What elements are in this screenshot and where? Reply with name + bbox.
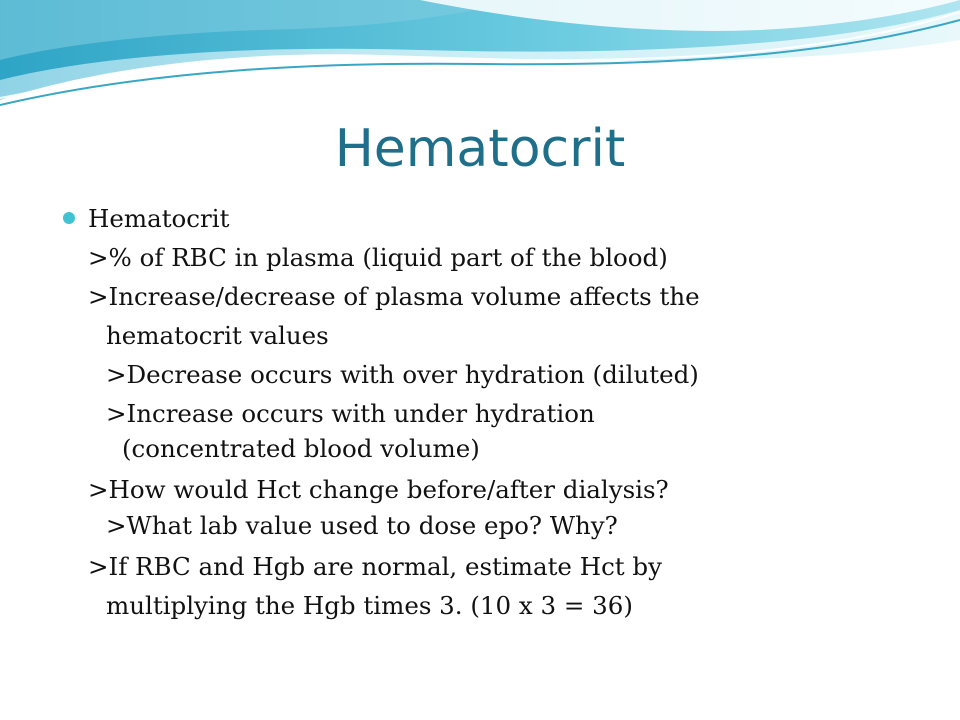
bullet-line: >What lab value used to dose epo? Why? bbox=[106, 511, 618, 540]
bullet-heading: Hematocrit bbox=[88, 204, 230, 233]
bullet-line: >Increase occurs with under hydration bbox=[106, 399, 595, 428]
bullet-line: >% of RBC in plasma (liquid part of the blood) bbox=[88, 243, 668, 272]
bullet-line: >Decrease occurs with over hydration (diluted) bbox=[106, 360, 699, 389]
bullet-line: (concentrated blood volume) bbox=[122, 434, 480, 463]
bullet-line: multiplying the Hgb times 3. (10 x 3 = 36) bbox=[106, 591, 633, 620]
decorative-wave-banner bbox=[0, 0, 960, 130]
bullet-line: >If RBC and Hgb are normal, estimate Hct by bbox=[88, 552, 662, 581]
bullet-line: >How would Hct change before/after dialysis? bbox=[88, 475, 669, 504]
bullet-line: hematocrit values bbox=[106, 321, 329, 350]
slide-title: Hematocrit bbox=[334, 119, 626, 179]
bullet-line: >Increase/decrease of plasma volume affects the bbox=[88, 282, 700, 311]
bullet-icon bbox=[63, 212, 75, 224]
